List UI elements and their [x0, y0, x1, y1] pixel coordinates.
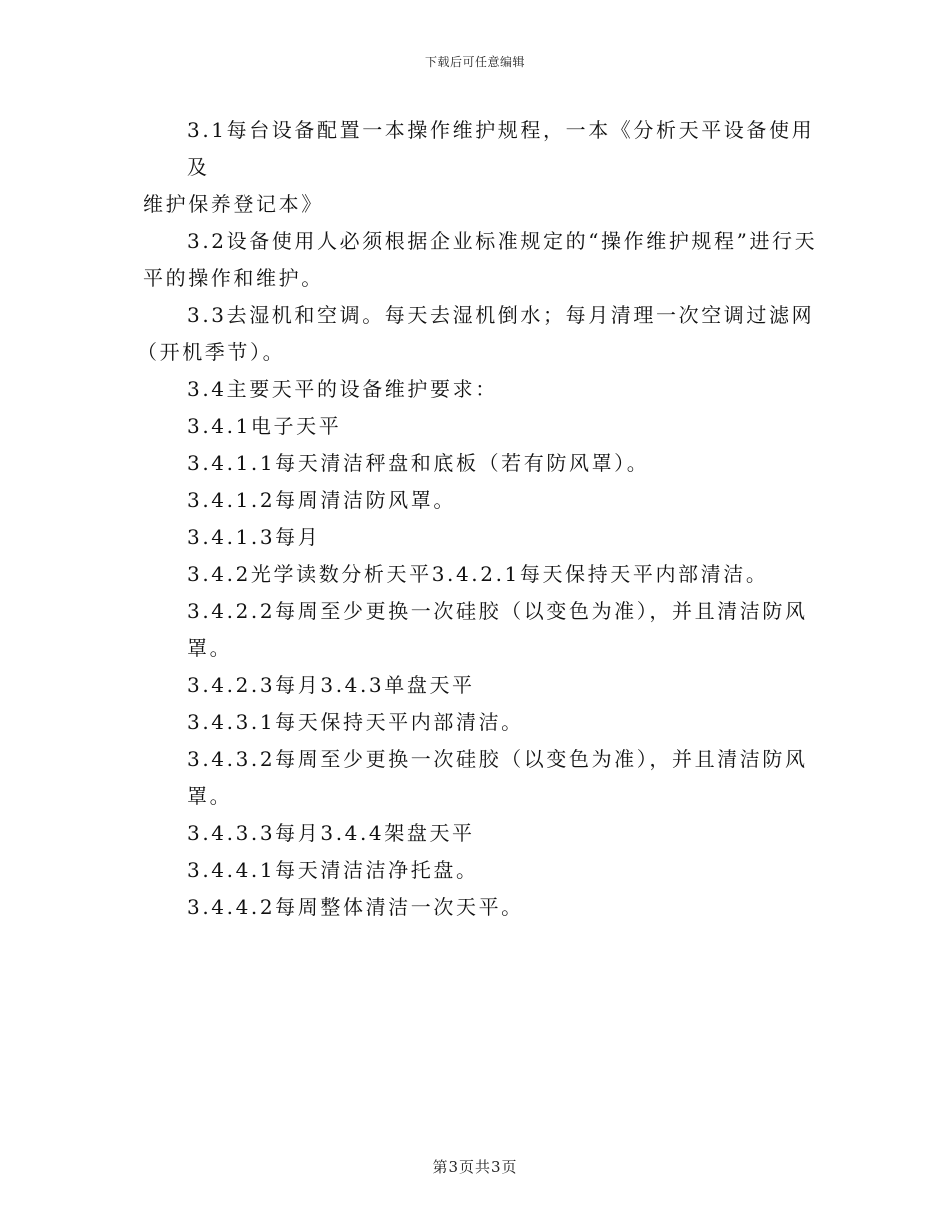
paragraph-line: 3.1每台设备配置一本操作维护规程，一本《分析天平设备使用及	[187, 118, 815, 179]
paragraph-3-4-1	[143, 408, 828, 445]
paragraph-line: 3.4.2.3每月3.4.3单盘天平	[187, 673, 475, 697]
paragraph-line: 3.4.1.1每天清洁秤盘和底板（若有防风罩）。	[187, 451, 650, 475]
paragraph-line: 维护保养登记本》	[143, 192, 324, 216]
paragraph-line: 3.4主要天平的设备维护要求：	[187, 377, 498, 401]
paragraph-3-4-2	[143, 556, 828, 593]
paragraph-line: 3.4.3.3每月3.4.4架盘天平	[187, 821, 475, 845]
paragraph-line: 3.4.3.1每天保持天平内部清洁。	[187, 710, 524, 734]
page-header: 下载后可任意编辑	[424, 55, 525, 69]
paragraph-3-4-4-2	[143, 889, 828, 926]
paragraph-3-4	[143, 371, 828, 408]
paragraph-line: 3.4.1.2每周清洁防风罩。	[187, 488, 456, 512]
page-footer: 第3页共3页	[432, 1158, 518, 1176]
paragraph-line: 3.2设备使用人必须根据企业标准规定的“操作维护规程”进行天	[187, 229, 818, 253]
paragraph-3-4-2-3	[143, 667, 828, 704]
paragraph-3-4-1-1	[143, 445, 828, 482]
paragraph-3-4-1-2	[143, 482, 828, 519]
paragraph-line: 3.4.3.2每周至少更换一次硅胶（以变色为准），并且清洁防风罩。	[187, 747, 808, 808]
paragraph-3-4-2-2	[143, 593, 828, 667]
paragraph-3-4-4-1	[143, 852, 828, 889]
paragraph-3-4-1-3	[143, 519, 828, 556]
paragraph-3-4-3-3	[143, 815, 828, 852]
paragraph-3-2	[143, 223, 828, 297]
paragraph-3-1	[143, 112, 828, 223]
paragraph-line: 3.4.2.2每周至少更换一次硅胶（以变色为准），并且清洁防风罩。	[187, 599, 808, 660]
document-body	[137, 112, 828, 926]
paragraph-line: （开机季节）。	[137, 340, 286, 364]
paragraph-line: 3.4.1电子天平	[187, 414, 342, 438]
paragraph-line: 3.4.4.1每天清洁洁净托盘。	[187, 858, 479, 882]
paragraph-line: 3.4.4.2每周整体清洁一次天平。	[187, 895, 524, 919]
paragraph-line: 3.4.2光学读数分析天平3.4.2.1每天保持天平内部清洁。	[187, 562, 769, 586]
paragraph-3-3	[137, 297, 828, 371]
paragraph-3-4-3-2	[143, 741, 828, 815]
paragraph-line: 3.4.1.3每月	[187, 525, 321, 549]
paragraph-line: 3.3去湿机和空调。每天去湿机倒水；每月清理一次空调过滤网	[187, 303, 815, 327]
paragraph-3-4-3-1	[143, 704, 828, 741]
paragraph-line: 平的操作和维护。	[143, 266, 324, 290]
